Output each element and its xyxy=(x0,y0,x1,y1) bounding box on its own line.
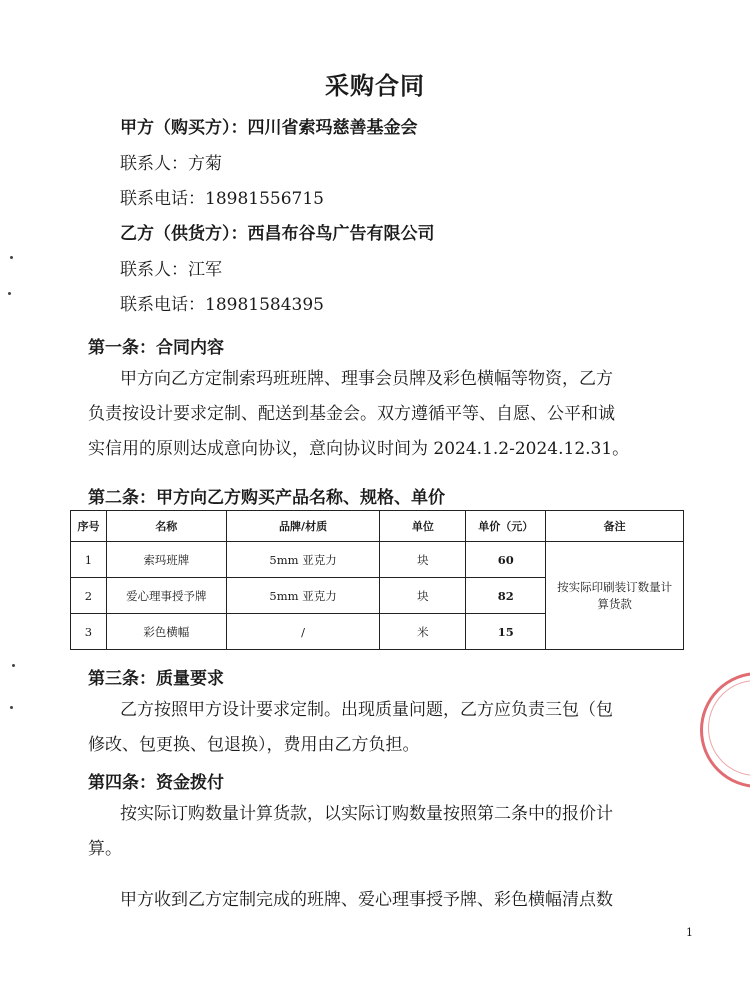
cell-name: 索玛班牌 xyxy=(106,542,226,578)
article3-body xyxy=(88,693,688,763)
cell-unit: 块 xyxy=(380,578,466,614)
page-title: 采购合同 xyxy=(325,72,425,100)
article1-body xyxy=(88,362,688,467)
article1-line: 负责按设计要求定制、配送到基金会。双方遵循平等、自愿、公平和诚 xyxy=(88,404,615,424)
cell-unit: 米 xyxy=(380,614,466,650)
cell-no: 3 xyxy=(71,614,107,650)
cell-unit: 块 xyxy=(380,542,466,578)
cell-no: 1 xyxy=(71,542,107,578)
party-a-phone: 联系电话：18981556715 xyxy=(120,189,324,209)
cell-name: 爱心理事授予牌 xyxy=(106,578,226,614)
party-a-line: 甲方（购买方）：四川省索玛慈善基金会 xyxy=(120,118,418,138)
header-no: 序号 xyxy=(71,511,107,542)
header-note: 备注 xyxy=(546,511,684,542)
scan-speck xyxy=(10,706,13,709)
cell-material: 5mm 亚克力 xyxy=(226,542,380,578)
article1-heading: 第一条：合同内容 xyxy=(88,338,224,358)
cell-name: 彩色横幅 xyxy=(106,614,226,650)
cell-price: 60 xyxy=(466,542,546,578)
article4-body xyxy=(88,797,688,918)
table-row xyxy=(71,542,684,578)
scan-speck xyxy=(8,292,11,295)
article1-line: 甲方向乙方定制索玛班班牌、理事会员牌及彩色横幅等物资，乙方 xyxy=(120,369,613,389)
header-name: 名称 xyxy=(106,511,226,542)
article3-heading: 第三条：质量要求 xyxy=(88,669,224,689)
article3-line: 修改、包更换、包退换），费用由乙方负担。 xyxy=(88,735,420,755)
cell-price: 15 xyxy=(466,614,546,650)
page-number: 1 xyxy=(686,926,693,939)
product-table xyxy=(70,510,684,650)
table-header-row xyxy=(71,511,684,542)
party-b-contact: 联系人：江军 xyxy=(120,260,222,280)
article4-line: 按实际订购数量计算货款，以实际订购数量按照第二条中的报价计 xyxy=(120,804,613,824)
header-unit: 单位 xyxy=(380,511,466,542)
header-material: 品牌/材质 xyxy=(226,511,380,542)
party-b-phone: 联系电话：18981584395 xyxy=(120,295,324,315)
party-a-contact: 联系人：方菊 xyxy=(120,154,222,174)
article2-heading: 第二条：甲方向乙方购买产品名称、规格、单价 xyxy=(88,488,445,508)
scan-speck xyxy=(12,664,15,667)
cell-no: 2 xyxy=(71,578,107,614)
cell-material: / xyxy=(226,614,380,650)
party-b-line: 乙方（供货方）：西昌布谷鸟广告有限公司 xyxy=(120,224,435,244)
article4-line: 算。 xyxy=(88,839,122,859)
article4-line: 甲方收到乙方定制完成的班牌、爱心理事授予牌、彩色横幅清点数 xyxy=(120,890,613,910)
header-price: 单价（元） xyxy=(466,511,546,542)
cell-material: 5mm 亚克力 xyxy=(226,578,380,614)
cell-price: 82 xyxy=(466,578,546,614)
article4-heading: 第四条：资金拨付 xyxy=(88,773,224,793)
scan-speck xyxy=(10,256,13,259)
cell-note: 按实际印刷装订数量计算货款 xyxy=(546,542,684,650)
article3-line: 乙方按照甲方设计要求定制。出现质量问题，乙方应负责三包（包 xyxy=(120,700,613,720)
article1-line: 实信用的原则达成意向协议，意向协议时间为 2024.1.2-2024.12.31。 xyxy=(88,439,630,459)
